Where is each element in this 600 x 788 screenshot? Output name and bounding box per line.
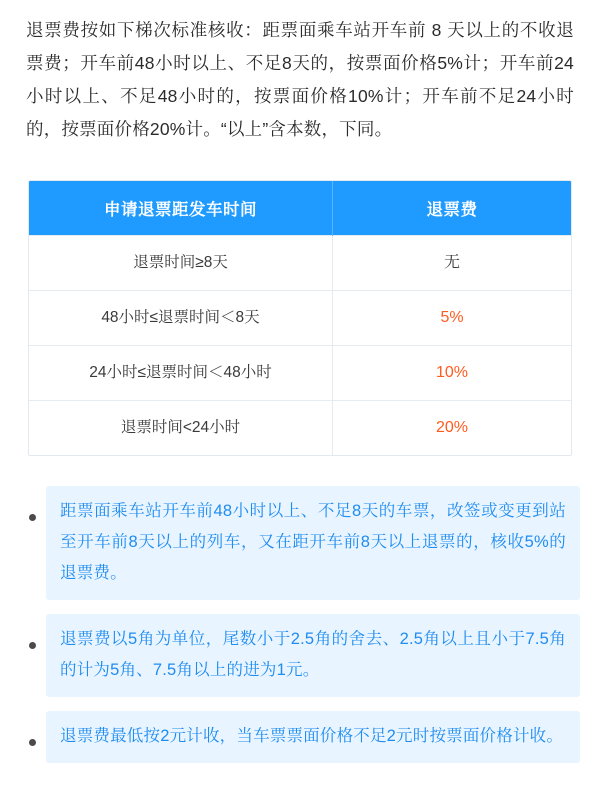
table-row — [29, 401, 571, 456]
table-cell-fee: 20% — [333, 401, 571, 456]
table-row — [29, 346, 571, 401]
table-cell-fee: 10% — [333, 346, 571, 401]
note-text: 距票面乘车站开车前48小时以上、不足8天的车票，改签或变更到站至开车前8天以上的列车，又在距开车前8天以上退票的，核收5%的退票费。 — [46, 486, 580, 600]
list-item — [20, 711, 580, 763]
table-cell-condition: 退票时间≥8天 — [29, 236, 333, 291]
table-cell-condition: 退票时间<24小时 — [29, 401, 333, 456]
table-row — [29, 236, 571, 291]
note-text: 退票费以5角为单位，尾数小于2.5角的舍去、2.5角以上且小于7.5角的计为5角、7.5角以上的进为1元。 — [46, 614, 580, 697]
table-row — [29, 291, 571, 346]
table-header-condition: 申请退票距发车时间 — [29, 181, 333, 236]
page-left-margin — [0, 0, 5, 788]
table-cell-condition: 24小时≤退票时间＜48小时 — [29, 346, 333, 401]
bullet-icon — [29, 739, 36, 746]
bullet-icon — [29, 514, 36, 521]
table-header-row — [29, 181, 571, 236]
list-item — [20, 614, 580, 697]
list-item — [20, 486, 580, 600]
table-cell-condition: 48小时≤退票时间＜8天 — [29, 291, 333, 346]
refund-fee-table — [29, 181, 571, 455]
bullet-icon — [29, 642, 36, 649]
table-header-fee: 退票费 — [333, 181, 571, 236]
note-text: 退票费最低按2元计收，当车票票面价格不足2元时按票面价格计收。 — [46, 711, 580, 763]
refund-fee-table-container — [28, 180, 572, 456]
table-cell-fee: 5% — [333, 291, 571, 346]
table-cell-fee: 无 — [333, 236, 571, 291]
intro-paragraph: 退票费按如下梯次标准核收：距票面乘车站开车前 8 天以上的不收退票费；开车前48小时以上、不足8天的，按票面价格5%计；开车前24小时以上、不足48小时的，按票面价格10%计；开车前不足24小时的，按票面价格20%计。“以上”含本数，下同。 — [26, 20, 574, 139]
notes-list — [20, 486, 580, 763]
